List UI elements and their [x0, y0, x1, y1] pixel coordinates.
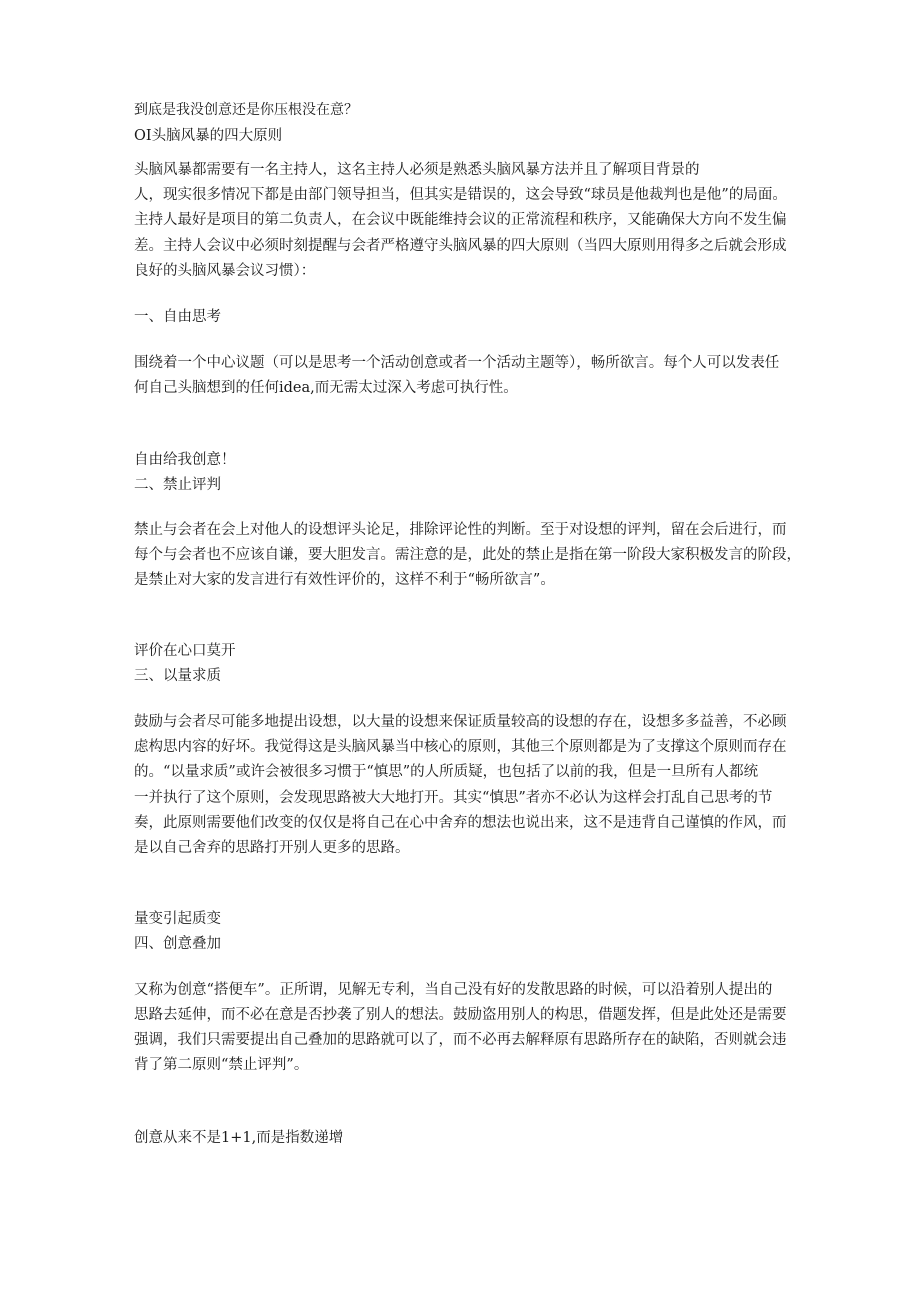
section-body-line: 奏，此原则需要他们改变的仅仅是将自己在心中舍弃的想法也说出来，这不是违背自己谨慎的作风，而	[134, 815, 787, 831]
section-heading: 一、自由思考	[134, 309, 221, 325]
intro-line: 良好的头脑风暴会议习惯）：	[134, 263, 316, 279]
section-body-line: 每个与会者也不应该自谦，要大胆发言。需注意的是，此处的禁止是指在第一阶段大家积极发言的阶段，	[134, 547, 801, 563]
section-body-line: 围绕着一个中心议题（可以是思考一个活动创意或者一个活动主题等），畅所欲言。每个人可以发表任	[134, 355, 780, 371]
intro-line: 头脑风暴都需要有一名主持人，这名主持人必须是熟悉头脑风暴方法并且了解项目背景的	[134, 162, 700, 178]
article-title: 到底是我没创意还是你压根没在意？	[134, 102, 358, 118]
section-heading: 四、创意叠加	[134, 936, 221, 952]
section-body-line: 一并执行了这个原则，会发现思路被大大地打开。其实“慎思”者亦不必认为这样会打乱自己思考的节	[134, 790, 773, 806]
intro-line: 差。主持人会议中必须时刻提醒与会者严格遵守头脑风暴的四大原则（当四大原则用得多之后就会形成	[134, 238, 787, 254]
section-body-line: 强调，我们只需要提出自己叠加的思路就可以了，而不必再去解释原有思路所存在的缺陷，否则就会违	[134, 1032, 787, 1048]
intro-line: 主持人最好是项目的第二负责人，在会议中既能维持会议的正常流程和秩序，又能确保大方向不发生偏	[134, 212, 787, 228]
section-body-line: 又称为创意“搭便车”。正所谓，见解无专利，当自己没有好的发散思路的时候，可以沿着别人提出的	[134, 982, 773, 998]
section-slogan: 评价在心口莫开	[134, 643, 236, 659]
section-body-line: 虑构思内容的好坏。我觉得这是头脑风暴当中核心的原则，其他三个原则都是为了支撑这个原则而存在	[134, 739, 787, 755]
section-heading: 三、以量求质	[134, 668, 221, 684]
section-body-line: 背了第二原则“禁止评判”。	[134, 1057, 309, 1073]
section-body-line: 是以自己舍弃的思路打开别人更多的思路。	[134, 840, 410, 856]
section-heading: 二、禁止评判	[134, 477, 221, 493]
section-body-line: 思路去延伸，而不必在意是否抄袭了别人的想法。鼓励盗用别人的构思，借题发挥，但是此处还是需要	[134, 1007, 787, 1023]
section-slogan: 自由给我创意！	[134, 452, 236, 468]
article-subtitle: OI头脑风暴的四大原则	[134, 128, 283, 144]
section-body-line: 禁止与会者在会上对他人的设想评头论足，排除评论性的判断。至于对设想的评判，留在会后进行，而	[134, 522, 787, 538]
section-body-line: 何自己头脑想到的任何idea,而无需太过深入考虑可执行性。	[134, 380, 518, 396]
section-body-line: 是禁止对大家的发言进行有效性评价的，这样不利于“畅所欲言”。	[134, 572, 555, 588]
section-body-line: 鼓励与会者尽可能多地提出设想，以大量的设想来保证质量较高的设想的存在，设想多多益善，不必顾	[134, 714, 787, 730]
section-body-line: 的。“以量求质”或许会被很多习惯于“慎思”的人所质疑，也包括了以前的我，但是一旦所有人都统	[134, 764, 759, 780]
section-slogan: 量变引起质变	[134, 911, 221, 927]
section-slogan: 创意从来不是1+1,而是指数递增	[134, 1130, 344, 1146]
intro-line: 人，现实很多情况下都是由部门领导担当，但其实是错误的，这会导致“球员是他裁判也是他”的局面。	[134, 187, 787, 203]
